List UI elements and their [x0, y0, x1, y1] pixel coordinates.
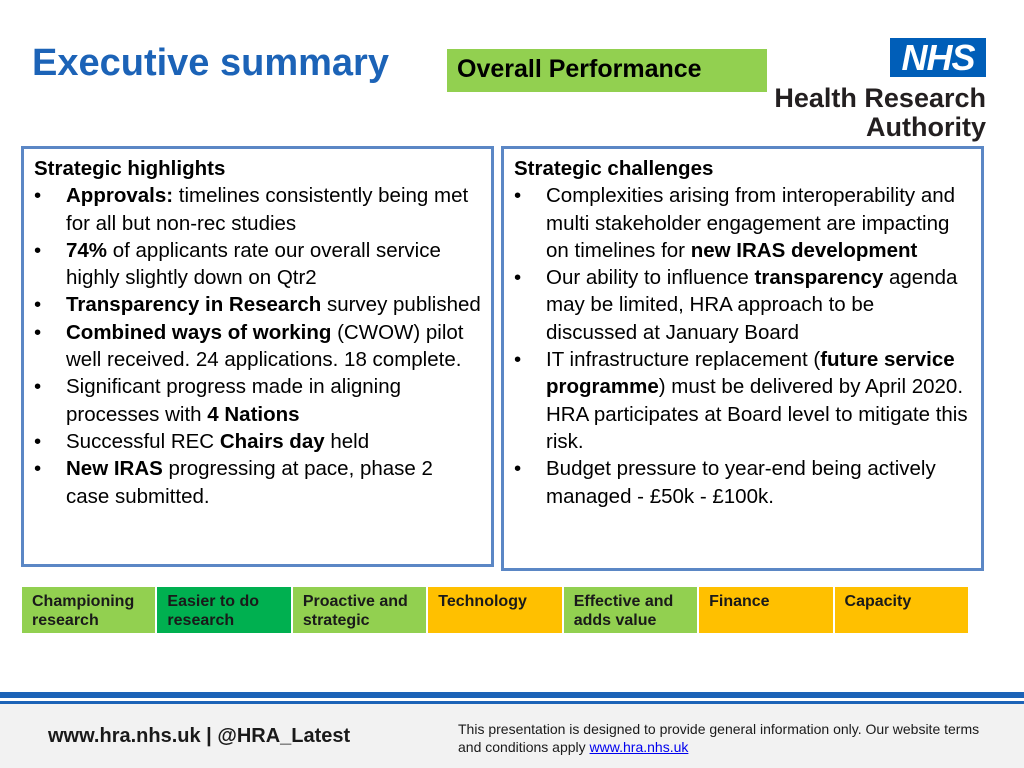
highlight-item — [34, 428, 481, 455]
challenge-item — [514, 182, 971, 264]
highlight-item-text: Chairs day — [219, 429, 325, 453]
theme-capacity: Capacity — [835, 587, 968, 633]
organisation-name-line-1: Health Research — [774, 83, 986, 113]
challenge-item-text: transparency — [754, 266, 884, 290]
strategic-highlights-panel — [21, 146, 494, 567]
strategic-highlights-list — [34, 182, 481, 510]
theme-championing-research: Championing research — [22, 587, 155, 633]
challenge-item-text: new IRAS development — [690, 238, 918, 262]
highlight-item-text: 4 Nations — [207, 402, 300, 426]
highlight-item — [34, 373, 481, 428]
highlight-item — [34, 291, 481, 318]
highlight-item-text: Combined ways of working — [66, 320, 332, 344]
highlight-item-text: held — [324, 429, 370, 453]
highlight-item-text: New IRAS — [66, 457, 163, 481]
footer-website-link[interactable]: www.hra.nhs.uk — [589, 739, 689, 755]
challenge-item-text: Complexities arising from interoperability and multi stakeholder engagement are impacting on timelines for — [546, 184, 956, 262]
theme-finance: Finance — [699, 587, 832, 633]
theme-easier-to-do-research: Easier to do research — [157, 587, 290, 633]
challenge-item — [514, 264, 971, 346]
theme-proactive-and-strategic: Proactive and strategic — [293, 587, 426, 633]
footer-website-social: www.hra.nhs.uk | @HRA_Latest — [48, 725, 351, 747]
challenge-item-text: agenda may be limited, HRA approach to be discussed at January Board — [546, 266, 958, 344]
challenge-item-text: Our ability to influence — [546, 266, 755, 290]
highlight-item-text: survey published — [321, 293, 481, 317]
highlight-item-text: (CWOW) pilot well received. 24 applications. 18 complete. — [66, 320, 464, 372]
highlight-item — [34, 319, 481, 374]
highlight-item — [34, 455, 481, 510]
theme-technology: Technology — [428, 587, 561, 633]
strategic-challenges-list — [514, 182, 971, 510]
strategic-challenges-title: Strategic challenges — [514, 157, 714, 180]
footer-disclaimer-text: This presentation is designed to provide general information only. Our website terms and conditions apply — [458, 721, 980, 755]
highlight-item-text: of applicants rate our overall service highly slightly down on Qtr2 — [66, 238, 441, 290]
nhs-logo: NHS — [890, 38, 986, 77]
strategic-challenges-panel — [501, 146, 984, 571]
challenge-item-text: IT infrastructure replacement ( — [546, 348, 821, 372]
challenge-item-text: Budget pressure to year-end being actively managed - £50k - £100k. — [546, 457, 936, 508]
challenge-item — [514, 455, 971, 510]
highlight-item-text: timelines consistently being met for all but non-rec studies — [66, 184, 469, 235]
overall-performance-badge: Overall Performance — [447, 49, 767, 92]
highlight-item-text: Successful REC — [66, 429, 220, 453]
page-title: Executive summary — [32, 42, 389, 84]
footer-divider — [0, 692, 1024, 698]
highlight-item-text: progressing at pace, phase 2 case submitted. — [66, 457, 433, 508]
organisation-name — [774, 84, 986, 142]
strategic-themes-row — [22, 587, 968, 633]
challenge-item-text: future service programme — [546, 348, 955, 399]
highlight-item — [34, 237, 481, 292]
highlight-item — [34, 182, 481, 237]
strategic-highlights-title: Strategic highlights — [34, 157, 226, 180]
highlight-item-text: Transparency in Research — [66, 293, 322, 317]
highlight-item-text: Approvals: — [66, 184, 174, 208]
challenge-item-text: ) must be delivered by April 2020. HRA participates at Board level to mitigate this risk. — [546, 375, 968, 453]
highlight-item-text: 74% — [66, 238, 108, 262]
organisation-name-line-2: Authority — [866, 112, 986, 142]
highlight-item-text: Significant progress made in aligning processes with — [66, 375, 402, 426]
challenge-item — [514, 346, 971, 455]
theme-effective-and-adds-value: Effective and adds value — [564, 587, 697, 633]
footer-disclaimer — [458, 720, 998, 756]
